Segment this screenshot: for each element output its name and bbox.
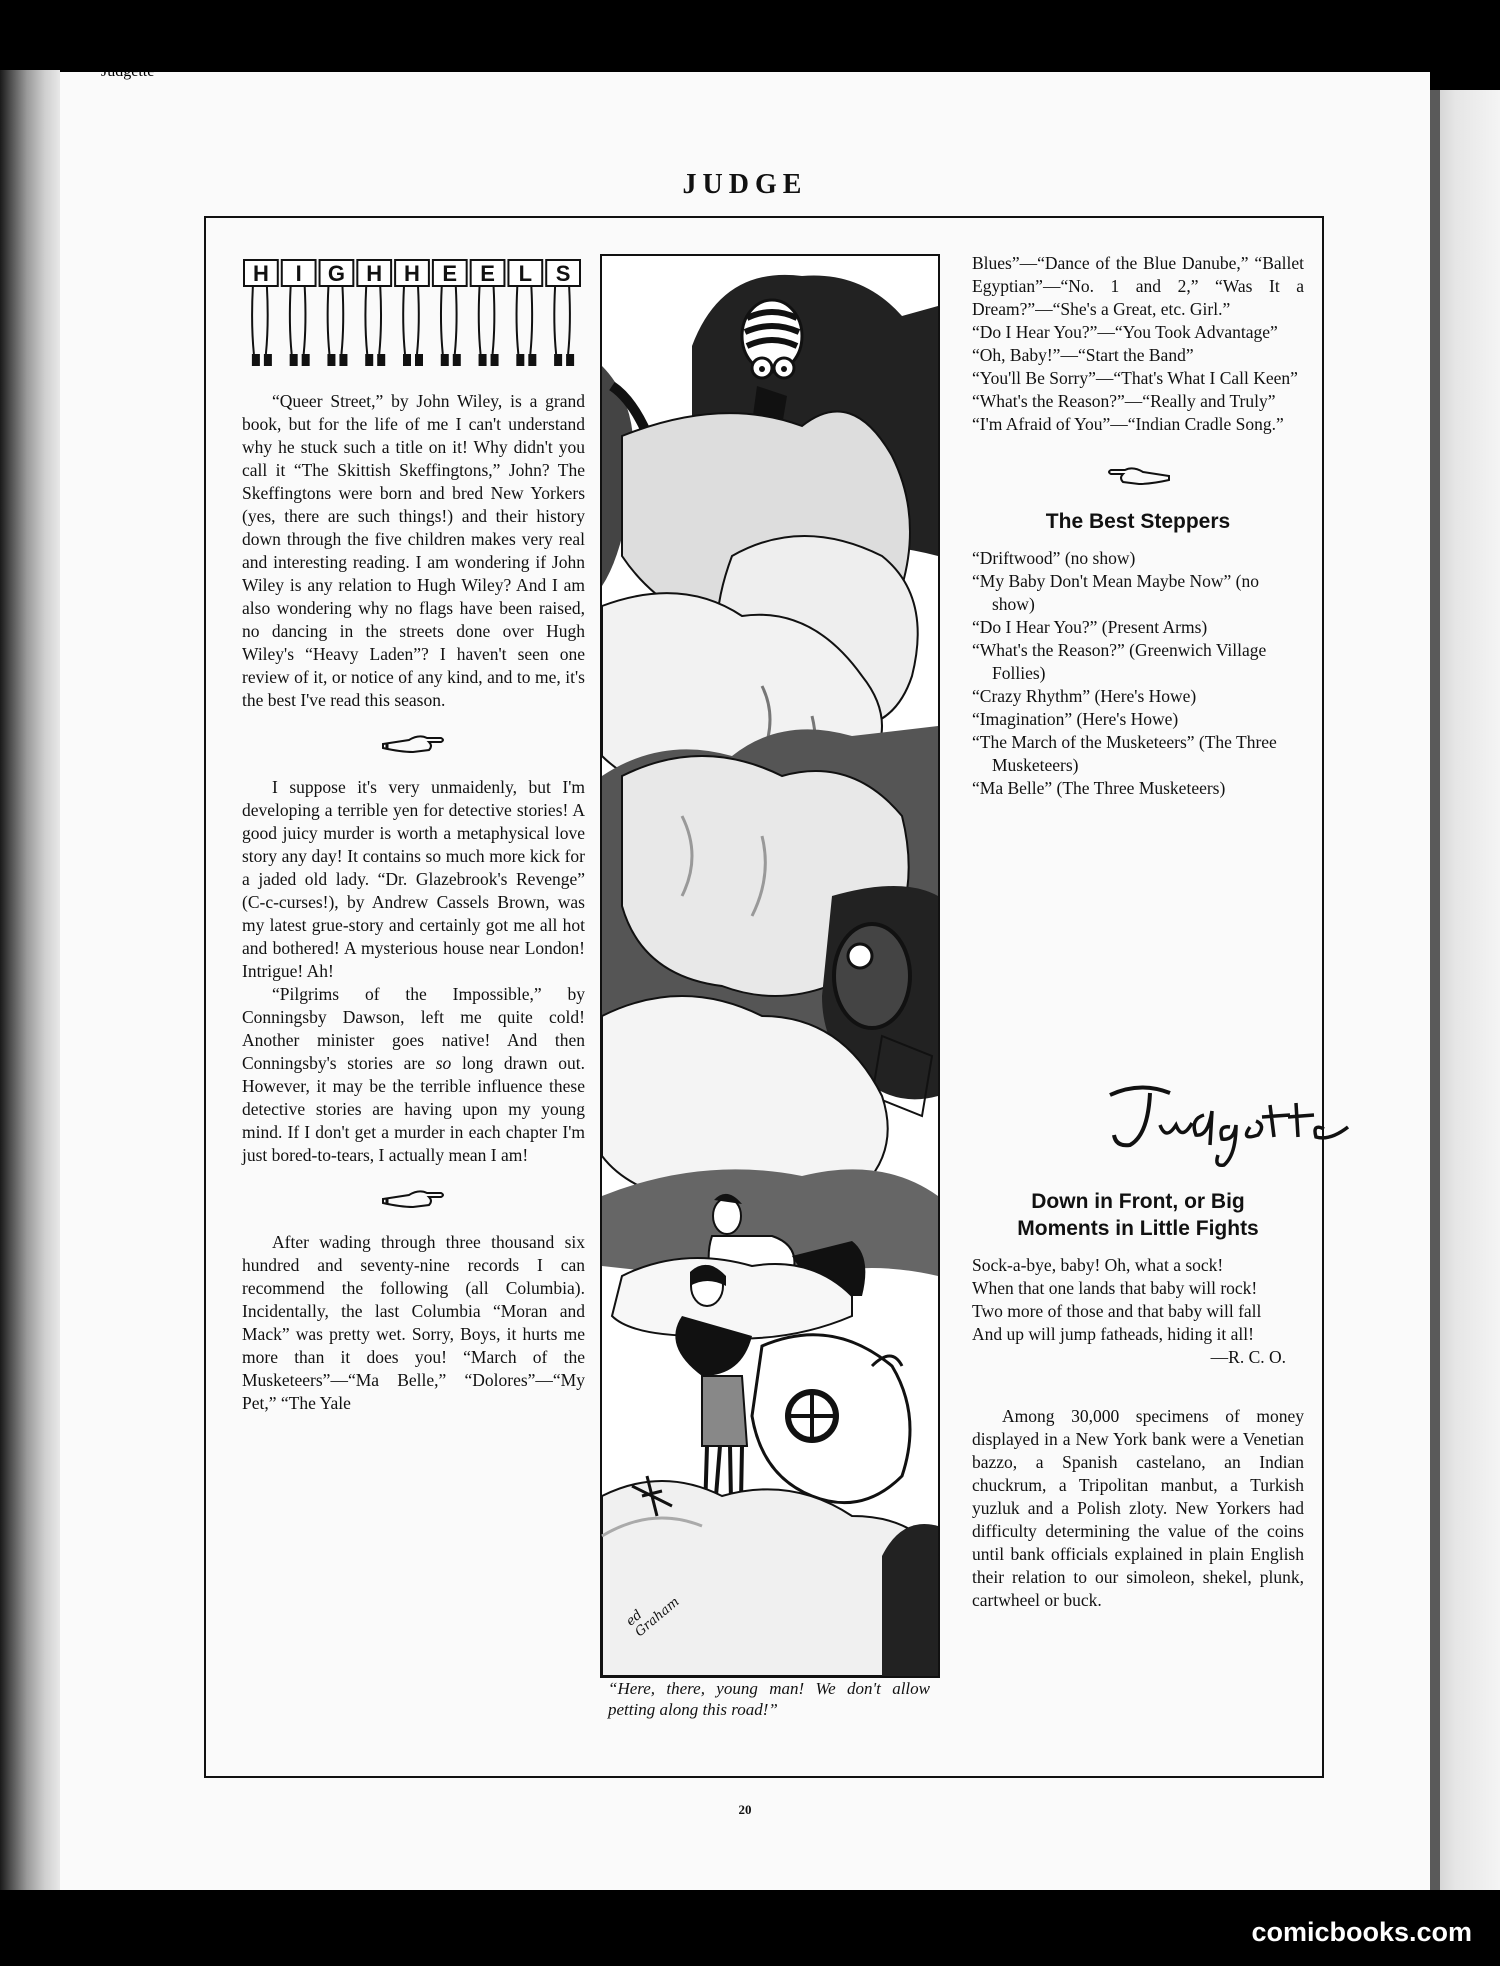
- high-heels-letter: [244, 260, 278, 366]
- high-heels-letter: [508, 260, 542, 366]
- cartoon-drawing: [602, 256, 938, 1676]
- book-gutter-right: [1430, 90, 1440, 1890]
- judgette-signature-text: Judgette: [101, 63, 155, 80]
- stepper-entry: “Do I Hear You?” (Present Arms): [972, 617, 1208, 637]
- left-column: [242, 390, 585, 1415]
- money-paragraph: Among 30,000 specimens of money displayed in a New York bank were a Venetian bazzo, a Spanish castelano, an Indian chuckrum, a Tripolitan manbut, a Turkish yuzluk and a Polish zloty. New Yorkers had difficulty determining the value of the coins until bank officials explained in plain English their relation to our simoleon, shekel, plunk, cartwheel or buck.: [972, 1406, 1304, 1610]
- svg-text:H: H: [252, 261, 269, 286]
- high-heels-letter: [395, 260, 429, 366]
- high-heels-letter: [282, 260, 316, 366]
- pointing-hand-icon: [1103, 462, 1173, 490]
- svg-text:I: I: [295, 261, 302, 286]
- svg-text:L: L: [518, 261, 533, 286]
- steppers-list: [972, 547, 1304, 800]
- book-edge-left: [0, 70, 60, 1890]
- svg-text:H: H: [366, 261, 383, 286]
- record-entry: “I'm Afraid of You”—“Indian Cradle Song.”: [972, 414, 1284, 434]
- poem-line: And up will jump fatheads, hiding it all!: [972, 1324, 1254, 1344]
- watermark: comicbooks.com: [1251, 1917, 1472, 1947]
- pointing-hand-icon: [379, 730, 449, 758]
- page-number: 20: [738, 1802, 752, 1817]
- best-steppers-heading: The Best Steppers: [1045, 510, 1231, 533]
- cartoon-illustration: [600, 254, 940, 1678]
- svg-text:H: H: [404, 261, 420, 286]
- stepper-entry: “The March of the Musketeers” (The Three Musketeers): [972, 732, 1277, 775]
- magazine-page: [60, 63, 1430, 1890]
- poem-line: Two more of those and that baby will fall: [972, 1301, 1262, 1321]
- right-column-top: [972, 252, 1304, 800]
- stepper-entry: “What's the Reason?” (Greenwich Village Follies): [972, 640, 1267, 683]
- svg-text:S: S: [555, 261, 571, 286]
- high-heels-letter: [357, 260, 391, 366]
- cartoon-caption: “Here, there, young man! We don't allow petting along this road!”: [608, 1679, 930, 1719]
- high-heels-letter: [320, 260, 354, 366]
- high-heels-letter: [546, 260, 580, 366]
- record-entry: “What's the Reason?”—“Really and Truly”: [972, 391, 1276, 411]
- stepper-entry: “Driftwood” (no show): [972, 548, 1136, 568]
- svg-text:E: E: [480, 261, 495, 286]
- pointing-hand-icon: [379, 1185, 449, 1213]
- pilgrims-paragraph: “Pilgrims of the Impossible,” by Conningsby Dawson, left me quite cold! Another minister goes native! And then Conningsby's stories are so long drawn out. However, it may be the terrible influence these detective stories are having upon my young mind. If I don't get a murder in each chapter I'm just bored-to-tears, I actually mean I am!: [242, 984, 585, 1165]
- stepper-entry: “My Baby Don't Mean Maybe Now” (no show): [972, 571, 1259, 614]
- svg-text:G: G: [327, 261, 346, 286]
- records-continued: Blues”—“Dance of the Blue Danube,” “Ballet Egyptian”—“No. 1 and 2,” “Was It a Dream?”—“She's a Great, etc. Girl.”: [972, 253, 1304, 319]
- record-entry: “Do I Hear You?”—“You Took Advantage”: [972, 322, 1278, 342]
- poem-line: When that one lands that baby will rock!: [972, 1278, 1258, 1298]
- masthead: JUDGE: [682, 169, 808, 200]
- record-entry: “Oh, Baby!”—“Start the Band”: [972, 345, 1194, 365]
- stepper-entry: “Imagination” (Here's Howe): [972, 709, 1179, 729]
- stepper-entry: “Ma Belle” (The Three Musketeers): [972, 778, 1226, 798]
- records-paragraph: After wading through three thousand six hundred and seventy-nine records I can recommend the following (all Columbia). Incidentally, the last Columbia “Moran and Mack” was pretty wet. Sorry, Boys, it hurts me more than it does you! “March of the Musketeers”—“Ma Belle,” “Dolores”—“My Pet,” “The Yale: [242, 1232, 585, 1413]
- high-heels-letter: [433, 260, 467, 366]
- poem-body: [972, 1254, 1304, 1346]
- poem-line: Sock-a-bye, baby! Oh, what a sock!: [972, 1255, 1224, 1275]
- poem-author: —R. C. O.: [1210, 1347, 1286, 1367]
- cartoon-signature: ed Graham: [623, 1594, 683, 1641]
- records-list: [972, 321, 1304, 436]
- right-column-bottom: [972, 1188, 1304, 1612]
- high-heels-letter: [471, 260, 505, 366]
- svg-text:E: E: [442, 261, 458, 286]
- poem-title: Down in Front, or Big Moments in Little Fights: [1017, 1190, 1259, 1240]
- stepper-entry: “Crazy Rhythm” (Here's Howe): [972, 686, 1197, 706]
- detective-paragraph: I suppose it's very unmaidenly, but I'm developing a terrible yen for detective stories! A good juicy murder is worth a metaphysical love story any day! It contains so much more kick for a jaded old lady. “Dr. Glazebrook's Revenge” (C-c-curses!), by Andrew Cassels Brown, was my latest grue-story and certainly got me all hot and bothered! A mysterious house near London! Intrigue! Ah!: [242, 777, 585, 981]
- queer-street-paragraph: “Queer Street,” by John Wiley, is a grand book, but for the life of me I can't understand why he stuck such a title on it! Why didn't you call it “The Skittish Skeffingtons,” John? The Skeffingtons were born and bred New Yorkers (yes, there are such things!) and their history down through the five children makes very real and interesting reading. I am wondering if John Wiley is any relation to Hugh Wiley? And I am also wondering why no flags have been raised, no dancing in the streets done over Hugh Wiley's “Heavy Laden”? I haven't seen one review of it, or notice of any kind, and to me, it's the best I've read this season.: [242, 391, 585, 710]
- high-heels-logo: [242, 254, 582, 372]
- book-edge-right: [1432, 90, 1500, 1890]
- record-entry: “You'll Be Sorry”—“That's What I Call Keen”: [972, 368, 1298, 388]
